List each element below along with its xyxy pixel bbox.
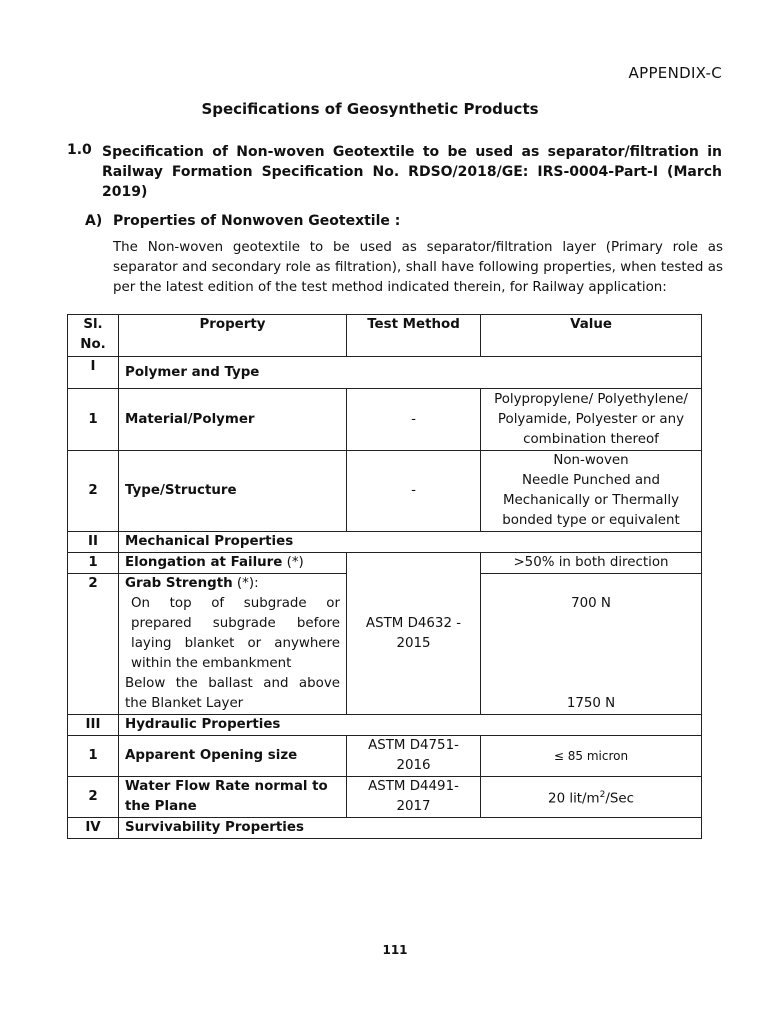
row-sl: 2 bbox=[68, 574, 119, 715]
property-suffix: (*): bbox=[232, 576, 259, 591]
value-2: 1750 N bbox=[566, 696, 616, 711]
section-title: Specification of Non-woven Geotextile to be used as separator/filtration in Railway Formation Specification No. RDSO/2018/GE: IRS-0004-Part-I (March 2019) bbox=[102, 144, 722, 200]
group-sl: I bbox=[68, 357, 119, 389]
row-property bbox=[119, 553, 347, 574]
property-name: Grab Strength bbox=[125, 576, 233, 591]
table-row bbox=[68, 736, 702, 777]
group-sl: IV bbox=[68, 818, 119, 839]
row-test-method: ASTM D4491-2017 bbox=[347, 777, 481, 818]
table-header-row bbox=[68, 315, 702, 357]
row-property: Apparent Opening size bbox=[119, 736, 347, 777]
row-value: ≤ 85 micron bbox=[481, 736, 702, 777]
group-sl: II bbox=[68, 532, 119, 553]
header-property: Property bbox=[119, 315, 347, 357]
row-sl: 1 bbox=[68, 553, 119, 574]
row-test-method: - bbox=[347, 389, 481, 451]
group-sl: III bbox=[68, 715, 119, 736]
row-property: Type/Structure bbox=[119, 451, 347, 532]
value-line-1: Non-woven bbox=[553, 453, 629, 468]
appendix-label: APPENDIX-C bbox=[628, 64, 722, 82]
row-sl: 1 bbox=[68, 736, 119, 777]
page-number: 111 bbox=[382, 943, 408, 957]
table-group-row bbox=[68, 818, 702, 839]
header-value: Value bbox=[481, 315, 702, 357]
row-property: Material/Polymer bbox=[119, 389, 347, 451]
header-test-method: Test Method bbox=[347, 315, 481, 357]
value-1: 700 N bbox=[571, 596, 611, 611]
group-title: Polymer and Type bbox=[119, 357, 702, 389]
row-sl: 2 bbox=[68, 777, 119, 818]
row-value bbox=[481, 574, 702, 715]
row-test-method: ASTM D4751-2016 bbox=[347, 736, 481, 777]
row-property bbox=[119, 574, 347, 715]
property-suffix: (*) bbox=[282, 555, 304, 570]
table-row bbox=[68, 553, 702, 574]
row-value: >50% in both direction bbox=[481, 553, 702, 574]
header-sl-no: Sl. No. bbox=[68, 315, 119, 357]
value-superscript: 2 bbox=[599, 789, 606, 800]
table-group-row bbox=[68, 715, 702, 736]
sub-condition-1: On top of subgrade or prepared subgrade before laying blanket or anywhere within the embankment bbox=[131, 596, 340, 671]
subsection-label: A) bbox=[85, 213, 103, 229]
value-text: 20 lit/m bbox=[548, 791, 600, 807]
group-title: Survivability Properties bbox=[119, 818, 702, 839]
row-value bbox=[481, 777, 702, 818]
table-row bbox=[68, 389, 702, 451]
row-sl: 2 bbox=[68, 451, 119, 532]
value-unit: /Sec bbox=[605, 791, 634, 807]
table-row bbox=[68, 451, 702, 532]
intro-paragraph: The Non-woven geotextile to be used as separator/filtration layer (Primary role as separator and secondary role as filtration), shall have following properties, when tested as per the latest edition of the test method indicated therein, for Railway application: bbox=[113, 240, 723, 295]
table-group-row bbox=[68, 532, 702, 553]
row-value: Polypropylene/ Polyethylene/ Polyamide, Polyester or any combination thereof bbox=[481, 389, 702, 451]
row-test-method: ASTM D4632 - 2015 bbox=[347, 553, 481, 715]
table-row bbox=[68, 777, 702, 818]
subsection-title: Properties of Nonwoven Geotextile : bbox=[113, 213, 401, 229]
document-title: Specifications of Geosynthetic Products bbox=[201, 100, 539, 118]
group-title: Mechanical Properties bbox=[119, 532, 702, 553]
section-number: 1.0 bbox=[67, 142, 92, 158]
row-property: Water Flow Rate normal to the Plane bbox=[119, 777, 347, 818]
properties-table bbox=[67, 314, 702, 839]
property-name: Elongation at Failure bbox=[125, 555, 283, 570]
row-test-method: - bbox=[347, 451, 481, 532]
value-line-2: Needle Punched and Mechanically or Thermally bonded type or equivalent bbox=[502, 473, 680, 528]
sub-condition-2: Below the ballast and above the Blanket Layer bbox=[125, 676, 340, 711]
row-value bbox=[481, 451, 702, 532]
table-group-row bbox=[68, 357, 702, 389]
group-title: Hydraulic Properties bbox=[119, 715, 702, 736]
row-sl: 1 bbox=[68, 389, 119, 451]
